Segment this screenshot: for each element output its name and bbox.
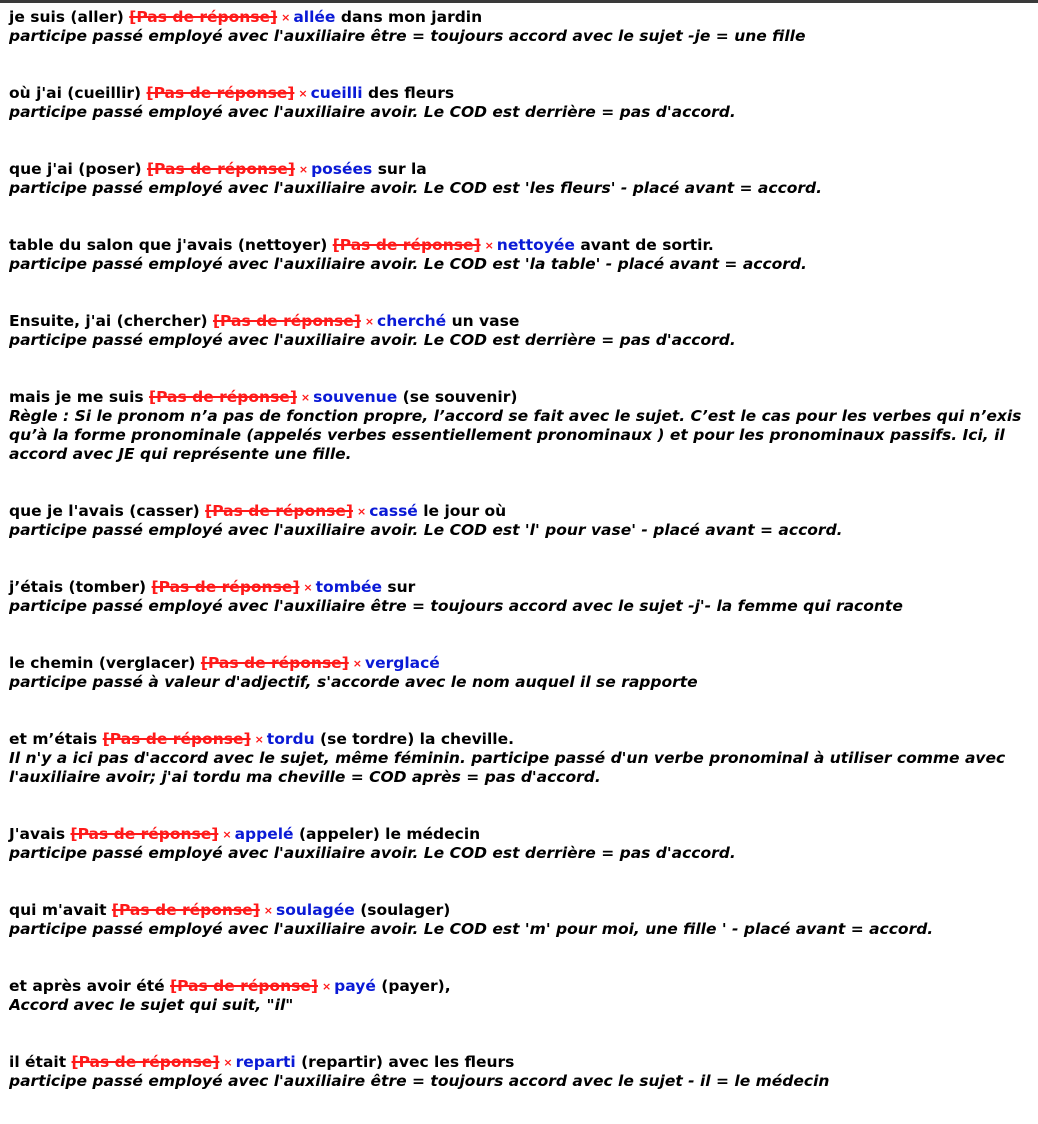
incorrect-cross-icon: × — [222, 828, 232, 841]
explanation-text: participe passé employé avec l'auxiliaire avoir. Le COD est 'la table' - placé avant = accord. — [9, 255, 807, 273]
incorrect-cross-icon: × — [300, 391, 311, 404]
explanation-text: participe passé employé avec l'auxiliaire être = toujours accord avec le sujet -je = une fille — [9, 27, 806, 45]
explanation-text: participe passé employé avec l'auxiliaire être = toujours accord avec le sujet - il = le médecin — [9, 1072, 830, 1090]
exercise-sentence — [9, 502, 1038, 521]
correct-answer: verglacé — [364, 654, 440, 672]
incorrect-cross-icon: × — [254, 733, 264, 746]
sentence-after-text: (repartir) avec les fleurs — [295, 1053, 515, 1071]
explanation-text: participe passé employé avec l'auxiliaire être = toujours accord avec le sujet -j'- la femme qui raconte — [9, 597, 903, 615]
explanation-text: participe passé employé avec l'auxiliaire avoir. Le COD est derrière = pas d'accord. — [9, 331, 736, 349]
correct-answer: posées — [311, 160, 373, 178]
exercise-item — [9, 8, 1038, 46]
exercise-item — [9, 1053, 1038, 1091]
incorrect-cross-icon: × — [303, 581, 313, 594]
exercise-item — [9, 312, 1038, 350]
sentence-before-text: et après avoir été — [9, 977, 171, 995]
sentence-after-text: dans mon jardin — [335, 8, 483, 26]
exercise-list — [9, 8, 1038, 1091]
exercise-item — [9, 654, 1038, 692]
correct-answer: souvenue — [313, 388, 398, 406]
sentence-before-text: qui m'avait — [9, 901, 112, 919]
correct-answer: allée — [293, 8, 336, 26]
no-answer-label: [Pas de réponse] — [149, 388, 297, 406]
explanation-text: participe passé employé avec l'auxiliaire avoir. Le COD est 'm' pour moi, une fille ' - placé avant = accord. — [9, 920, 934, 938]
incorrect-cross-icon: × — [223, 1056, 233, 1069]
sentence-before-text: que j'ai (poser) — [9, 160, 147, 178]
sentence-after-text: (soulager) — [354, 901, 451, 919]
correct-answer: appelé — [234, 825, 294, 843]
sentence-before-text: je suis (aller) — [9, 8, 130, 26]
exercise-sentence — [9, 578, 1038, 597]
exercise-sentence — [9, 160, 1038, 179]
correct-answer: tordu — [266, 730, 315, 748]
no-answer-label: [Pas de réponse] — [71, 1053, 220, 1071]
exercise-sentence — [9, 84, 1038, 103]
sentence-after-text: un vase — [446, 312, 520, 330]
correct-answer: payé — [334, 977, 376, 995]
sentence-after-text: le jour où — [417, 502, 507, 520]
no-answer-label: [Pas de réponse] — [111, 901, 260, 919]
explanation-text: participe passé employé avec l'auxiliaire avoir. Le COD est derrière = pas d'accord. — [9, 103, 736, 121]
exercise-sentence — [9, 1053, 1038, 1072]
no-answer-label: [Pas de réponse] — [170, 977, 318, 995]
incorrect-cross-icon: × — [263, 904, 273, 917]
incorrect-cross-icon: × — [298, 87, 308, 100]
explanation-text: participe passé à valeur d'adjectif, s'accorde avec le nom auquel il se rapporte — [9, 673, 698, 691]
correct-answer: soulagée — [275, 901, 355, 919]
sentence-before-text: et m’étais — [9, 730, 103, 748]
no-answer-label: [Pas de réponse] — [129, 8, 278, 26]
no-answer-label: [Pas de réponse] — [151, 578, 300, 596]
exercise-item — [9, 84, 1038, 122]
incorrect-cross-icon: × — [356, 505, 367, 518]
sentence-before-text: le chemin (verglacer) — [9, 654, 201, 672]
sentence-after-text: (appeler) le médecin — [293, 825, 481, 843]
explanation-text: participe passé employé avec l'auxiliaire avoir. Le COD est derrière = pas d'accord. — [9, 844, 736, 862]
sentence-before-text: J'avais — [9, 825, 71, 843]
sentence-before-text: table du salon que j'avais (nettoyer) — [9, 236, 333, 254]
incorrect-cross-icon: × — [321, 980, 332, 993]
exercise-item — [9, 977, 1038, 1015]
explanation-text: Accord avec le sujet qui suit, "il" — [9, 996, 294, 1014]
correct-answer: tombée — [315, 578, 382, 596]
sentence-after-text: (se souvenir) — [397, 388, 518, 406]
incorrect-cross-icon: × — [364, 315, 375, 328]
exercise-sentence — [9, 8, 1038, 27]
exercise-sentence — [9, 825, 1038, 844]
sentence-before-text: Ensuite, j'ai (chercher) — [9, 312, 213, 330]
exercise-sentence — [9, 236, 1038, 255]
exercise-item — [9, 160, 1038, 198]
sentence-after-text: sur — [381, 578, 416, 596]
explanation-text: participe passé employé avec l'auxiliaire avoir. Le COD est 'les fleurs' - placé avant = accord. — [9, 179, 823, 197]
no-answer-label: [Pas de réponse] — [212, 312, 361, 330]
correct-answer: reparti — [235, 1053, 296, 1071]
no-answer-label: [Pas de réponse] — [332, 236, 481, 254]
sentence-after-text: (payer), — [375, 977, 451, 995]
explanation-text: Il n'y a ici pas d'accord avec le sujet, même féminin. participe passé d'un verbe pronominal à utiliser comme avec l'auxiliaire avoir; j'ai tordu ma cheville = COD après = pas d'accord. — [9, 749, 1006, 786]
exercise-item — [9, 901, 1038, 939]
no-answer-label: [Pas de réponse] — [200, 654, 349, 672]
no-answer-label: [Pas de réponse] — [146, 160, 295, 178]
exercise-item — [9, 236, 1038, 274]
exercise-sentence — [9, 654, 1038, 673]
exercise-item — [9, 825, 1038, 863]
exercise-item — [9, 730, 1038, 787]
sentence-before-text: où j'ai (cueillir) — [9, 84, 147, 102]
correct-answer: nettoyée — [496, 236, 575, 254]
correct-answer: cueilli — [310, 84, 363, 102]
exercise-item — [9, 578, 1038, 616]
top-border — [0, 0, 1038, 3]
sentence-before-text: il était — [9, 1053, 72, 1071]
no-answer-label: [Pas de réponse] — [146, 84, 295, 102]
incorrect-cross-icon: × — [352, 657, 362, 670]
no-answer-label: [Pas de réponse] — [70, 825, 219, 843]
sentence-before-text: que je l'avais (casser) — [9, 502, 206, 520]
sentence-after-text: (se tordre) la cheville. — [314, 730, 515, 748]
exercise-sentence — [9, 977, 1038, 996]
exercise-item — [9, 388, 1038, 464]
correct-answer: cassé — [369, 502, 418, 520]
explanation-text: participe passé employé avec l'auxiliaire avoir. Le COD est 'l' pour vase' - placé avant = accord. — [9, 521, 843, 539]
sentence-before-text: mais je me suis — [9, 388, 150, 406]
explanation-text: Règle : Si le pronom n’a pas de fonction propre, l’accord se fait avec le sujet. C’est le cas pour les verbes qui n’exis qu’à la forme pronominale (appelés verbes essentiellement pronominaux ) et pour les pronominaux passifs. Ici, il accord avec JE qui représente une fille. — [9, 407, 1022, 463]
sentence-after-text: avant de sortir. — [574, 236, 714, 254]
correct-answer: cherché — [377, 312, 447, 330]
incorrect-cross-icon: × — [281, 11, 291, 24]
sentence-after-text: des fleurs — [362, 84, 455, 102]
exercise-sentence — [9, 312, 1038, 331]
exercise-sentence — [9, 730, 1038, 749]
no-answer-label: [Pas de réponse] — [205, 502, 353, 520]
incorrect-cross-icon: × — [298, 163, 309, 176]
sentence-before-text: j’étais (tomber) — [9, 578, 152, 596]
exercise-sentence — [9, 388, 1038, 407]
incorrect-cross-icon: × — [484, 239, 494, 252]
exercise-item — [9, 502, 1038, 540]
sentence-after-text: sur la — [372, 160, 427, 178]
exercise-sentence — [9, 901, 1038, 920]
no-answer-label: [Pas de réponse] — [102, 730, 251, 748]
